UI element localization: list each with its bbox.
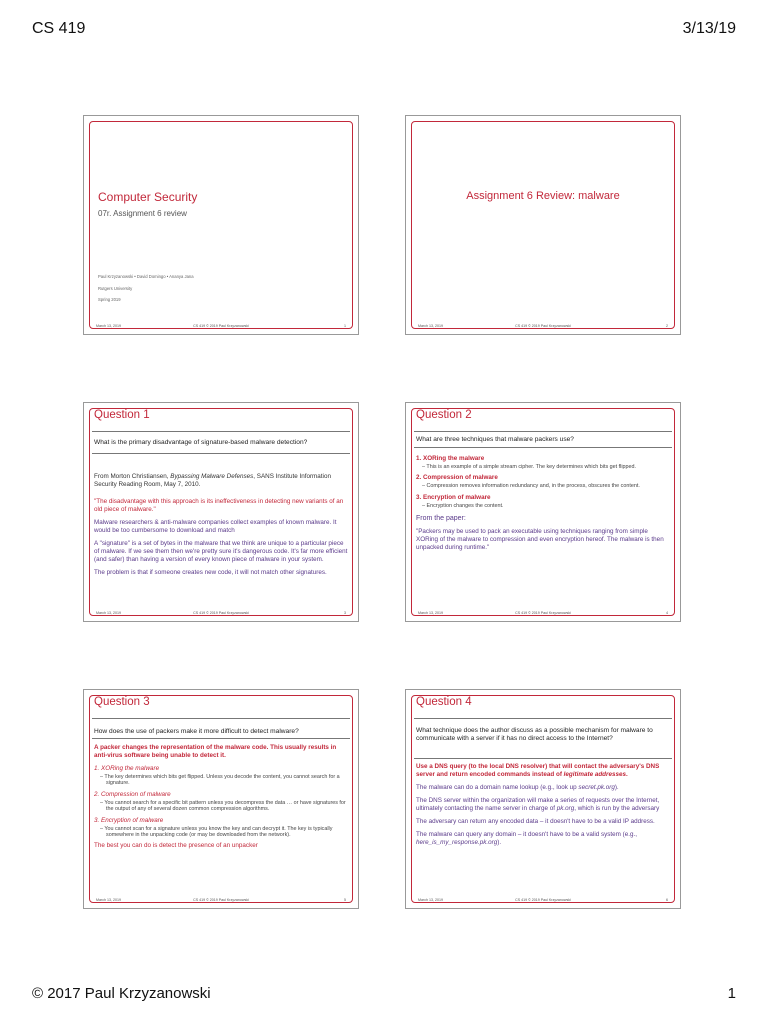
footer-copyright: CS 419 © 2019 Paul Krzyzanowski [515,324,571,328]
authors: Paul Krzyzanowski • David Domingo • Ananya Jana [98,274,194,279]
footer-date: March 13, 2019 [418,611,443,615]
conclusion: The best you can do is detect the presence of an unpacker [94,842,258,850]
list-item: 1. XORing the malware [94,765,160,772]
list-item: 3. Encryption of malware [94,816,164,824]
footer-date: March 13, 2019 [418,898,443,902]
slide-footer [84,324,358,332]
slide-5 [83,689,359,909]
slide-1 [83,115,359,335]
slide-title: Question 4 [416,696,472,708]
slide-2 [405,115,681,335]
paragraph: Malware researchers & anti-malware companies collect examples of known malware. It would be too cumbersome to download and match [94,519,337,534]
question-rule [414,447,672,448]
footer-copyright: CS 419 © 2019 Paul Krzyzanowski [193,611,249,615]
question-text: What are three techniques that malware packers use? [416,436,574,443]
slide-title: Question 1 [94,409,150,421]
quote: "The disadvantage with this approach is its ineffectiveness in detecting new variants of an old piece of malware." [94,498,344,513]
answer-body [416,763,670,852]
footer-slide-number: 5 [344,898,346,902]
slide-frame [411,121,675,329]
paper-label: From the paper: [416,515,466,523]
answer-body [94,744,348,855]
footer-slide-number: 6 [666,898,668,902]
footer-slide-number: 1 [344,324,346,328]
term: Spring 2019 [98,297,121,302]
footer-slide-number: 3 [344,611,346,615]
list-item: 2. Compression of malware [94,790,171,798]
page-number: 1 [727,985,736,1002]
course-header: CS 419 [32,20,86,37]
slide-footer [406,611,680,619]
list-subitem: – Encryption changes the content. [422,502,504,509]
slide-title: Question 3 [94,696,150,708]
answer-text: Use a DNS query (to the local DNS resolver) that will contact the adversary's DNS server and return encoded commands instead of legitimate addresses. [416,763,660,778]
answer-text: A packer changes the representation of the malware code. This usually results in anti-virus software being unable to detect it. [94,744,337,759]
slide-frame [89,121,353,329]
slide-title: Question 2 [416,409,472,421]
footer-date: March 13, 2019 [418,324,443,328]
question-text: What is the primary disadvantage of signature-based malware detection? [94,439,308,446]
list-item: 2. Compression of malware [416,474,498,482]
paragraph: The malware can query any domain – it doesn't have to be a valid system (e.g., here_is_my_response.pk.org). [416,831,638,846]
date-header: 3/13/19 [682,20,736,37]
footer-copyright: CS 419 © 2019 Paul Krzyzanowski [515,611,571,615]
question-text: What technique does the author discuss as a possible mechanism for malware to communicate with a server if it has no direct access to the Internet? [416,727,653,742]
slide-title: Computer Security [98,190,198,204]
footer-copyright: CS 419 © 2019 Paul Krzyzanowski [193,324,249,328]
slide-footer [406,324,680,332]
question-rule [92,453,350,454]
source-citation: From Morton Christiansen, Bypassing Malware Defenses, SANS Institute Information Security Reading Room, May 7, 2010. [94,473,331,488]
title-rule [414,718,672,719]
list-subitem: – You cannot search for a specific bit pattern unless you decompress the data … or have signatures for the output of any of several dozen common compression algorithms. [100,799,346,813]
title-rule [92,718,350,719]
list-subitem: – The key determines which bits get flipped. Unless you decode the content, you cannot search for a signature. [100,774,340,787]
list-subitem: – You cannot scan for a signature unless you know the key and can decrypt it. The key is typically somewhere in the unpacking code (or may be downloaded from the network). [100,825,333,839]
question-rule [414,758,672,759]
question-text: How does the use of packers make it more difficult to detect malware? [94,728,299,735]
paragraph: The malware can do a domain name lookup (e.g., look up secret.pk.org). [416,784,619,791]
list-item: 1. XORing the malware [416,455,485,462]
footer-date: March 13, 2019 [96,324,121,328]
footer-slide-number: 4 [666,611,668,615]
answer-body [416,453,670,557]
footer-copyright: CS 419 © 2019 Paul Krzyzanowski [515,898,571,902]
footer-date: March 13, 2019 [96,611,121,615]
title-rule [92,431,350,432]
title-rule [414,431,672,432]
slide-footer [406,898,680,906]
footer-slide-number: 2 [666,324,668,328]
list-item: 3. Encryption of malware [416,493,491,501]
university: Rutgers University [98,286,133,291]
paragraph: The DNS server within the organization will make a series of requests over the Internet, ultimately contacting the name server in charge of pk.org, which is run by the adversary [416,797,660,812]
answer-body [94,473,348,582]
paragraph: The adversary can return any encoded data – it doesn't have to be a valid IP address. [416,818,655,825]
slide-footer [84,898,358,906]
slide-6 [405,689,681,909]
question-rule [92,738,350,739]
list-subitem: – Compression removes information redundancy and, in the process, obscures the content. [422,483,640,490]
paragraph: The problem is that if someone creates new code, it will not match other signatures. [94,569,327,576]
paragraph: A "signature" is a set of bytes in the malware that we think are unique to a particular piece of malware. If we see them then we're pretty sure it's dangerous code. It's far more efficient (and safer) than having a version of every known piece of malware in your system. [94,540,348,563]
slide-4 [405,402,681,622]
footer-copyright: CS 419 © 2019 Paul Krzyzanowski [193,898,249,902]
slide-3 [83,402,359,622]
quote: "Packers may be used to pack an executable using techniques ranging from simple XORing of the malware to compression and even encryption hereof. The malware is then unpacked during runtime." [416,528,664,552]
list-subitem: – This is an example of a simple stream cipher. The key determines which bits get flipped. [422,464,637,470]
slide-title: Assignment 6 Review: malware [466,190,620,202]
footer-date: March 13, 2019 [96,898,121,902]
slide-subtitle: 07r. Assignment 6 review [98,209,187,218]
copyright-footer: © 2017 Paul Krzyzanowski [32,985,211,1002]
slide-footer [84,611,358,619]
